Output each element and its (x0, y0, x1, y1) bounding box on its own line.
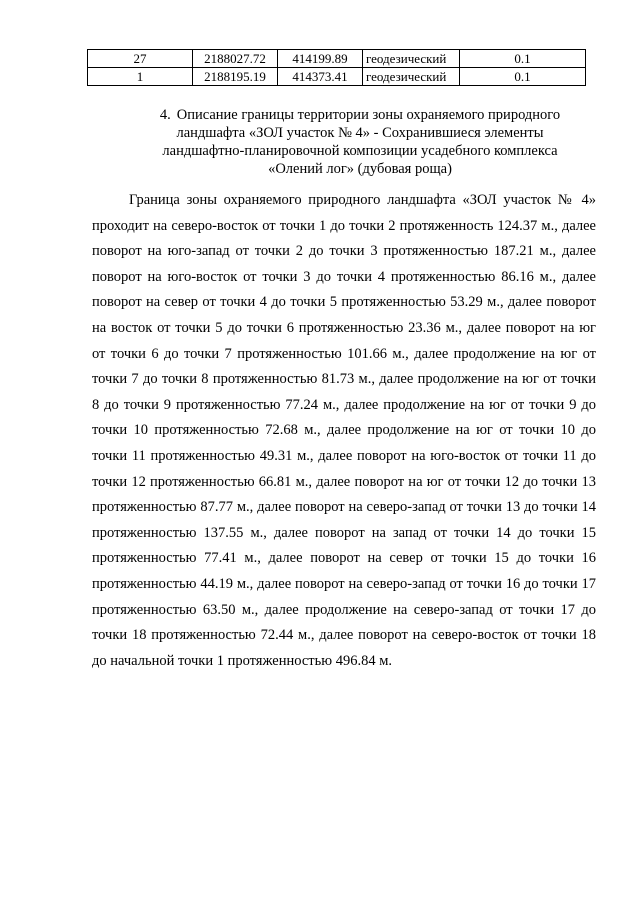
boundary-description-paragraph: Граница зоны охраняемого природного ландшафта «ЗОЛ участок № 4» проходит на северо-восток от точки 1 до точки 2 протяженность 124.37 м., далее поворот на юго-запад от точки 2 до точки 3 протяженностью 187.21 м., далее поворот на юго-восток от точки 3 до точки 4 протяженностью 86.16 м., далее поворот на север от точки 4 до точки 5 протяженностью 53.29 м., далее поворот на восток от точки 5 до точки 6 протяженностью 23.36 м., далее поворот на юг от точки 6 до точки 7 протяженностью 101.66 м., далее продолжение на юг от точки 7 до точки 8 протяженностью 81.73 м., далее продолжение на юг от точки 8 до точки 9 протяженностью 77.24 м., далее продолжение на юг от точки 9 до точки 10 протяженностью 72.68 м., далее продолжение на юг от точки 10 до точки 11 протяженностью 49.31 м., далее поворот на юго-восток от точки 11 до точки 12 протяженностью 66.81 м., далее поворот на юг от точки 12 до точки 13 протяженностью 87.77 м., далее поворот на северо-запад от точки 13 до точки 14 протяженностью 137.55 м., далее поворот на запад от точки 14 до точки 15 протяженностью 77.41 м., далее поворот на север от точки 15 до точки 16 протяженностью 44.19 м., далее поворот на северо-запад от точки 16 до точки 17 протяженностью 63.50 м., далее продолжение на северо-запад от точки 17 до точки 18 протяженностью 72.44 м., далее поворот на северо-восток от точки 18 до начальной точки 1 протяженностью 496.84 м. (92, 192, 596, 669)
table-cell-method: геодезический (363, 50, 460, 68)
table-row (88, 50, 586, 68)
section-heading (140, 106, 580, 178)
table-cell-method: геодезический (363, 68, 460, 86)
table-cell-x: 2188195.19 (193, 68, 278, 86)
table-cell-accuracy: 0.1 (460, 50, 586, 68)
table-cell-y: 414199.89 (278, 50, 363, 68)
table-cell-accuracy: 0.1 (460, 68, 586, 86)
table-cell-y: 414373.41 (278, 68, 363, 86)
table-row (88, 68, 586, 86)
table-cell-point: 27 (88, 50, 193, 68)
table-cell-x: 2188027.72 (193, 50, 278, 68)
coordinates-table (87, 49, 586, 86)
section-number: 4. (159, 107, 171, 123)
section-title: Описание границы территории зоны охраняемого природного ландшафта «ЗОЛ участок № 4» - Сохранившиеся элементы ландшафтно-планировочной композиции усадебного комплекса «Олений лог» (дубовая роща) (162, 107, 561, 177)
table-cell-point: 1 (88, 68, 193, 86)
